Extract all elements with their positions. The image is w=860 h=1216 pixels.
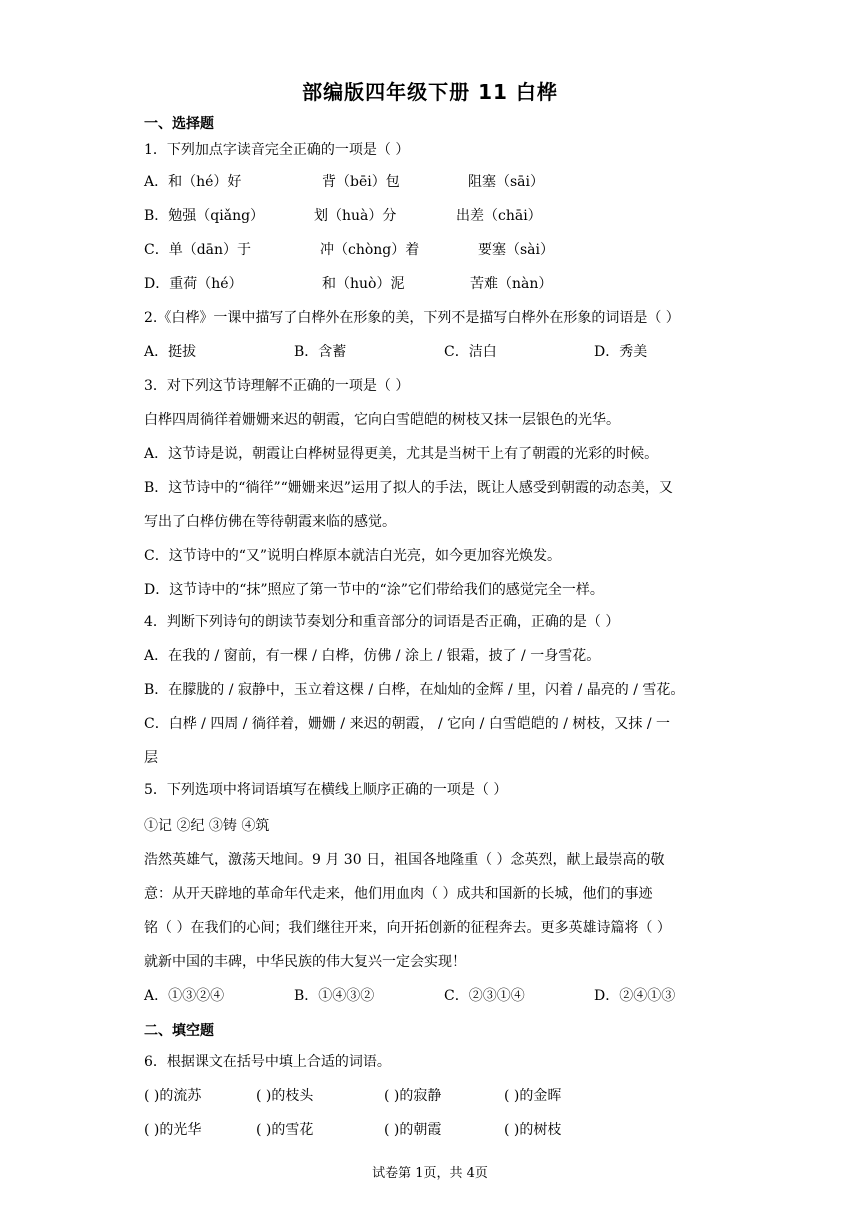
q5-passage-line-1: 浩然英雄气，激荡天地间。9 月 30 日，祖国各地隆重（ ）念英烈，献上最崇高的敬 (144, 852, 665, 868)
q1-option-d-1: D．重荷（hé） (144, 276, 243, 292)
q4-option-a: A．在我的 / 窗前，有一棵 / 白桦，仿佛 / 涂上 / 银霜，披了 / 一身雪花。 (144, 648, 601, 664)
section-heading-fill: 二、填空题 (144, 1023, 214, 1039)
q1-option-b-2: 划（huà）分 (314, 208, 397, 224)
q5-option-b: B．①④③② (294, 988, 375, 1004)
q1-option-b-3: 出差（chāi） (456, 208, 542, 224)
q5-passage-line-3: 铭（ ）在我们的心间；我们继往开来，向开拓创新的征程奔去。更多英雄诗篇将（ ） (144, 920, 671, 936)
question-4-stem: 4．判断下列诗句的朗读节奏划分和重音部分的词语是否正确，正确的是（ ） (144, 614, 620, 630)
q2-option-b: B．含蓄 (294, 344, 347, 360)
q1-option-b-1: B．勉强（qiǎng） (144, 208, 265, 224)
q3-option-b-cont: 写出了白桦仿佛在等待朝霞来临的感觉。 (144, 514, 396, 530)
q6-blank-5: ( )的光华 (144, 1122, 202, 1138)
q1-option-a-1: A．和（hé）好 (144, 174, 242, 190)
q1-option-d-3: 苦难（nàn） (470, 276, 553, 292)
page-footer: 试卷第 1页，共 4页 (372, 1166, 488, 1181)
q5-passage-line-4: 就新中国的丰碑，中华民族的伟大复兴一定会实现！ (144, 954, 466, 970)
question-2-stem: 2.《白桦》一课中描写了白桦外在形象的美，下列不是描写白桦外在形象的词语是（ ） (144, 310, 680, 326)
q5-option-a: A．①③②④ (144, 988, 225, 1004)
q5-word-list: ①记 ②纪 ③铸 ④筑 (144, 818, 270, 834)
q2-option-a: A．挺拔 (144, 344, 197, 360)
q6-blank-4: ( )的金晖 (504, 1088, 562, 1104)
q1-option-c-1: C．单（dān）于 (144, 242, 252, 258)
q1-option-c-2: 冲（chòng）着 (320, 242, 420, 258)
q6-blank-8: ( )的树枝 (504, 1122, 562, 1138)
q4-option-b: B．在朦胧的 / 寂静中，玉立着这棵 / 白桦，在灿灿的金辉 / 里，闪着 / 晶亮的 / 雪花。 (144, 682, 685, 698)
q4-option-c-cont: 层 (144, 750, 158, 766)
q4-option-c: C．白桦 / 四周 / 徜徉着，姗姗 / 来迟的朝霞， / 它向 / 白雪皑皑的 / 树枝，又抹 / 一 (144, 716, 671, 732)
q6-blank-1: ( )的流苏 (144, 1088, 202, 1104)
q1-option-d-2: 和（huò）泥 (322, 276, 405, 292)
question-5-stem: 5．下列选项中将词语填写在横线上顺序正确的一项是（ ） (144, 782, 508, 798)
q1-option-a-3: 阻塞（sāi） (468, 174, 545, 190)
q3-option-b: B．这节诗中的“徜徉”“姗姗来迟”运用了拟人的手法，既让人感受到朝霞的动态美，又 (144, 480, 673, 496)
question-3-stem: 3．对下列这节诗理解不正确的一项是（ ） (144, 378, 410, 394)
q3-option-c: C．这节诗中的“又”说明白桦原本就洁白光亮，如今更加容光焕发。 (144, 548, 562, 564)
q6-blank-7: ( )的朝霞 (384, 1122, 442, 1138)
q1-option-c-3: 要塞（sài） (478, 242, 555, 258)
q5-option-c: C．②③①④ (444, 988, 525, 1004)
q6-blank-2: ( )的枝头 (256, 1088, 314, 1104)
q1-option-a-2: 背（bēi）包 (322, 174, 400, 190)
q6-blank-6: ( )的雪花 (256, 1122, 314, 1138)
q2-option-d: D．秀美 (594, 344, 648, 360)
q3-option-a: A．这节诗是说，朝霞让白桦树显得更美，尤其是当树干上有了朝霞的光彩的时候。 (144, 446, 659, 462)
question-1-stem: 1．下列加点字读音完全正确的一项是（ ） (144, 142, 410, 158)
q6-blank-3: ( )的寂静 (384, 1088, 442, 1104)
q5-passage-line-2: 意：从开天辟地的革命年代走来，他们用血肉（ ）成共和国新的长城，他们的事迹 (144, 886, 653, 902)
q5-option-d: D．②④①③ (594, 988, 676, 1004)
question-6-stem: 6．根据课文在括号中填上合适的词语。 (144, 1054, 391, 1070)
q2-option-c: C．洁白 (444, 344, 497, 360)
page-title: 部编版四年级下册 11 白桦 (302, 80, 558, 104)
section-heading-choice: 一、选择题 (144, 116, 214, 132)
q3-poem: 白桦四周徜徉着姗姗来迟的朝霞，它向白雪皑皑的树枝又抹一层银色的光华。 (144, 412, 620, 428)
q3-option-d: D．这节诗中的“抹”照应了第一节中的“涂”它们带给我们的感觉完全一样。 (144, 582, 604, 598)
